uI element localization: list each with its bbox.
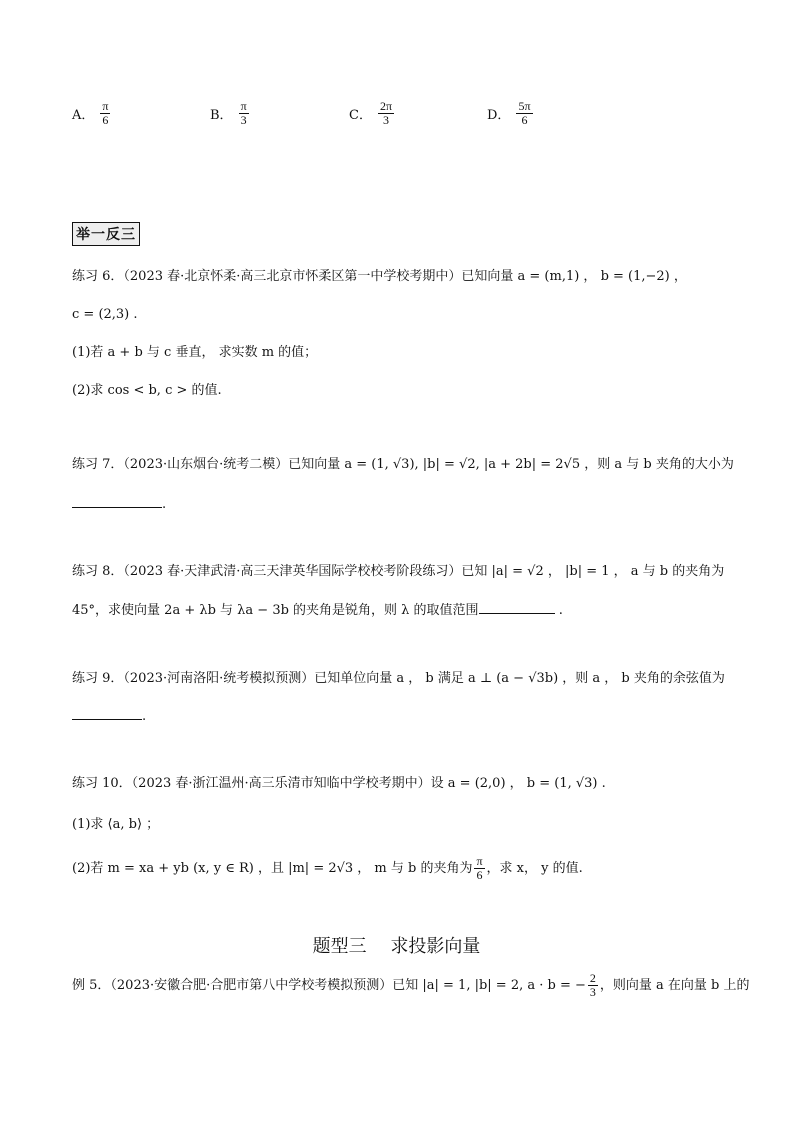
numerator: 2 [589, 971, 596, 985]
denominator: 6 [102, 113, 109, 127]
denominator: 3 [382, 113, 389, 127]
ex8-line2 [72, 602, 563, 620]
option-a [72, 100, 110, 127]
ex7-line2 [72, 496, 166, 514]
ex5-line1 [72, 972, 750, 999]
ex10-part2-post: ，求 x， y 的值. [486, 860, 583, 876]
ex8-line2-text: 45°，求使向量 2a + λb 与 λa − 3b 的夹角是锐角，则 λ 的取值范围 [72, 603, 479, 618]
denominator: 6 [521, 113, 528, 127]
option-letter: A． [72, 108, 95, 123]
fraction [588, 972, 598, 999]
fraction [474, 855, 484, 882]
answer-blank[interactable] [72, 507, 162, 508]
ex6-line1: 练习 6．（2023 春·北京怀柔·高三北京市怀柔区第一中学校考期中）已知向量 a = (m,1) ， b = (1,−2) ， [72, 269, 687, 284]
numerator: 2π [379, 99, 393, 113]
answer-blank[interactable] [72, 719, 142, 720]
option-d [487, 100, 533, 127]
ex9-line2 [72, 708, 146, 726]
denominator: 3 [240, 113, 247, 127]
answer-blank[interactable] [479, 613, 555, 614]
ex6-line2: c = (2,3) . [72, 307, 138, 322]
ex5-pre: 例 5．（2023·安徽合肥·合肥市第八中学校考模拟预测）已知 |a| = 1, |b| = 2, a · b = − [72, 977, 586, 993]
ex10-line1: 练习 10．（2023 春·浙江温州·高三乐清市知临中学校考期中）设 a = (2,0) ， b = (1, √3) . [72, 776, 606, 791]
ex6-part2: (2)求 cos < b, c > 的值. [72, 383, 222, 398]
fraction [100, 100, 110, 127]
option-letter: B． [210, 108, 233, 123]
ex10-part2 [72, 855, 583, 882]
period: . [162, 497, 167, 512]
ex5-post: ，则向量 a 在向量 b 上的 [599, 977, 750, 993]
ex10-part1: (1)求 ⟨a, b⟩ ； [72, 817, 160, 832]
fraction [516, 100, 532, 127]
period: . [142, 709, 147, 724]
fraction [239, 100, 249, 127]
numerator: 5π [518, 99, 531, 113]
denominator: 6 [476, 868, 483, 882]
option-letter: C． [349, 108, 372, 123]
section-tag: 举一反三 [72, 222, 140, 246]
numerator: π [102, 99, 109, 113]
period: . [558, 603, 563, 618]
numerator: π [476, 854, 483, 868]
ex10-part2-pre: (2)若 m = xa + yb (x, y ∈ R) ，且 |m| = 2√3 ， m 与 b 的夹角为 [72, 860, 473, 876]
denominator: 3 [589, 985, 596, 999]
option-letter: D． [487, 108, 511, 123]
option-b [210, 100, 249, 127]
fraction [378, 100, 394, 127]
ex7-line1: 练习 7．（2023·山东烟台·统考二模）已知向量 a = (1, √3), |b| = √2, |a + 2b| = 2√5 ，则 a 与 b 夹角的大小为 [72, 457, 734, 472]
numerator: π [240, 99, 247, 113]
ex9-line1: 练习 9．（2023·河南洛阳·统考模拟预测）已知单位向量 a ， b 满足 a ⊥ (a − √3b) ，则 a ， b 夹角的余弦值为 [72, 671, 725, 686]
ex6-part1: (1)若 a + b 与 c 垂直， 求实数 m 的值； [72, 345, 318, 360]
ex8-line1: 练习 8．（2023 春·天津武清·高三天津英华国际学校校考阶段练习）已知 |a| = √2 ， |b| = 1 ， a 与 b 的夹角为 [72, 564, 725, 579]
section-heading: 题型三 求投影向量 [312, 936, 481, 957]
option-c [349, 100, 394, 127]
